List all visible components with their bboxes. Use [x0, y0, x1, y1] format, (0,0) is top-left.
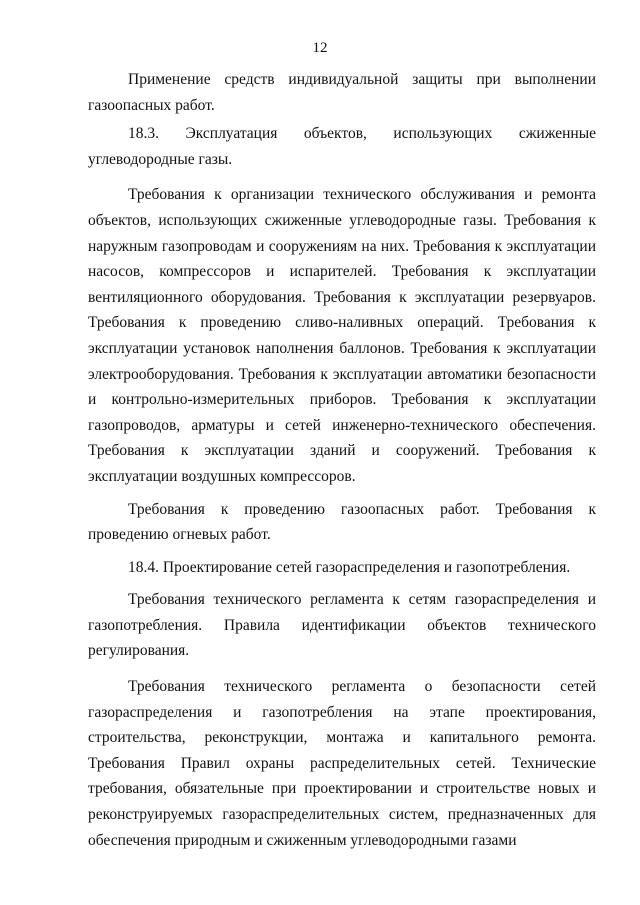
- section-heading-18-4: 18.4. Проектирование сетей газораспределения и газопотребления.: [128, 558, 571, 576]
- paragraph-technical-regulation: Требования технического регламента к сетям газораспределения и газопотребления. Правила идентификации объектов технического регулирования.: [88, 591, 596, 660]
- page-number: 12: [312, 40, 328, 56]
- document-body: [88, 67, 596, 853]
- paragraph-gas-hazardous-fire-works: Требования к проведению газоопасных работ. Требования к проведению огневых работ.: [88, 500, 596, 544]
- paragraph-ppe-gas-hazardous-work: Применение средств индивидуальной защиты при выполнении газоопасных работ.: [88, 71, 596, 114]
- section-heading-18-3: 18.3. Эксплуатация объектов, использующих сжиженные углеводородные газы.: [88, 125, 596, 168]
- paragraph-lpg-requirements: Требования к организации технического обслуживания и ремонта объектов, использующих сжиженные углеводородные газы. Требования к наружным газопроводам и сооружениям на них. Требования к эксплуатации насосов, компрессоров и испарителей. Требования к эксплуатации вентиляционного оборудования. Требования к эксплуатации резервуаров. Требования к проведению сливо-наливных операций. Требования к эксплуатации установок наполнения баллонов. Требования к эксплуатации электрооборудования. Требования к эксплуатации автоматики безопасности и контрольно-измерительных приборов. Требования к эксплуатации газопроводов, арматуры и сетей инженерно-технического обеспечения. Требования к эксплуатации зданий и сооружений. Требования к эксплуатации воздушных компрессоров.: [88, 186, 596, 485]
- paragraph-safety-requirements: Требования технического регламента о безопасности сетей газораспределения и газопотребления на этапе проектирования, строительства, реконструкции, монтажа и капитального ремонта. Требования Правил охраны распределительных сетей. Технические требования, обязательные при проектировании и строительстве новых и реконструируемых газораспределительных систем, предназначенных для обеспечения природным и сжиженным углеводородными газами: [88, 678, 596, 849]
